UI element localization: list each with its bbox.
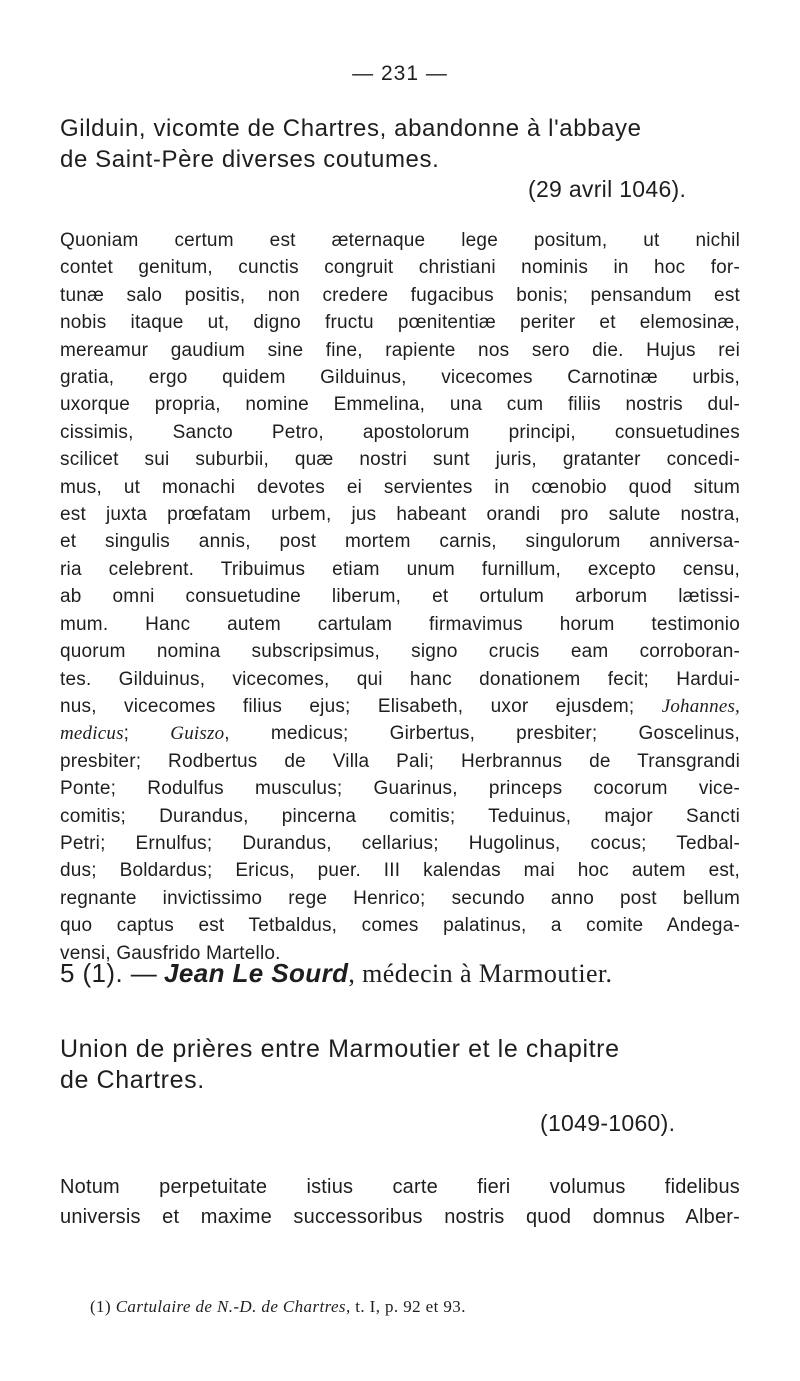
- text-line: scilicet sui suburbii, quæ nostri sunt juris, gratanter concedi-: [60, 449, 740, 471]
- charter-title-line: Gilduin, vicomte de Chartres, abandonne à l'abbaye: [60, 115, 642, 142]
- charter-title-line: de Saint-Père diverses coutumes.: [60, 146, 440, 173]
- text-line: Notum perpetuitate istius carte fieri volumus fidelibus: [60, 1176, 740, 1198]
- text-line: ria celebrent. Tribuimus etiam unum furnillum, excepto censu,: [60, 558, 740, 580]
- text-line: tunæ salo positis, non credere fugacibus bonis; pensandum est: [60, 284, 740, 306]
- text-line-mixed: medicus; Guiszo, medicus; Girbertus, presbiter; Goscelinus,: [60, 723, 740, 745]
- italic-name: medicus: [60, 723, 124, 745]
- text-line: ab omni consuetudine liberum, et ortulum arborum lætissi-: [60, 586, 740, 608]
- section-name: Jean Le Sourd: [164, 958, 349, 988]
- text-line: comitis; Durandus, pincerna comitis; Teduinus, major Sancti: [60, 805, 740, 827]
- text-line: quo captus est Tetbaldus, comes palatinus, a comite Andega-: [60, 915, 740, 937]
- charter-date: (1049-1060).: [540, 1110, 676, 1136]
- page-number: — 231 —: [352, 62, 448, 85]
- charter-title-line: Union de prières entre Marmoutier et le chapitre: [60, 1035, 620, 1063]
- text-line: Ponte; Rodulfus musculus; Guarinus, princeps cocorum vice-: [60, 778, 740, 800]
- text-fragment: nus, vicecomes filius ejus; Elisabeth, uxor ejusdem;: [60, 695, 635, 717]
- charter-text: [60, 227, 740, 967]
- text-line: tes. Gilduinus, vicecomes, qui hanc donationem fecit; Hardui-: [60, 668, 740, 690]
- text-line: gratia, ergo quidem Gilduinus, vicecomes Carnotinæ urbis,: [60, 367, 740, 389]
- text-line: quorum nomina subscripsimus, signo crucis eam corroboran-: [60, 641, 740, 663]
- text-line: dus; Boldardus; Ericus, puer. III kalendas mai hoc autem est,: [60, 860, 740, 882]
- text-line: cissimis, Sancto Petro, apostolorum principi, consuetudines: [60, 421, 740, 443]
- text-line: mum. Hanc autem cartulam firmavimus horum testimonio: [60, 613, 740, 635]
- footnote-rest: , t. I, p. 92 et 93.: [345, 1297, 466, 1316]
- text-fragment: , medicus; Girbertus, presbiter; Goscelinus,: [224, 723, 740, 745]
- text-line: et singulis annis, post mortem carnis, singulorum anniversa-: [60, 531, 740, 553]
- section-title: [60, 958, 760, 989]
- text-line: regnante invictissimo rege Henrico; secundo anno post bellum: [60, 887, 740, 909]
- footnote-marker: (1): [90, 1297, 112, 1316]
- text-line: presbiter; Rodbertus de Villa Pali; Herbrannus de Transgrandi: [60, 750, 740, 772]
- footnote-source: Cartulaire de N.-D. de Chartres: [115, 1297, 346, 1316]
- text-line: contet genitum, cunctis congruit christiani nominis in hoc for-: [60, 257, 740, 279]
- charter-title: [60, 1034, 750, 1096]
- italic-name: Johannes,: [661, 695, 740, 717]
- text-line-mixed: [60, 693, 740, 720]
- text-line: universis et maxime successoribus nostris quod domnus Alber-: [60, 1206, 740, 1228]
- text-line: nobis itaque ut, digno fructu pœnitentiæ periter et elemosinæ,: [60, 312, 740, 334]
- text-line: mereamur gaudium sine fine, rapiente nos sero die. Hujus rei: [60, 339, 740, 361]
- text-line: mus, ut monachi devotes ei servientes in cœnobio quod situm: [60, 476, 740, 498]
- text-line: vensi, Gausfrido Martello.: [60, 942, 281, 964]
- charter-title-line: de Chartres.: [60, 1066, 205, 1094]
- text-line: Quoniam certum est æternaque lege positum, ut nichil: [60, 230, 740, 251]
- footnote: [90, 1297, 770, 1317]
- charter-title: [60, 113, 750, 175]
- section-role: , médecin à Marmoutier.: [348, 959, 613, 988]
- charter-date: (29 avril 1046).: [528, 176, 687, 202]
- text-line: uxorque propria, nomine Emmelina, una cum filiis nostris dul-: [60, 394, 740, 416]
- text-line: est juxta prœfatam urbem, jus habeant orandi pro salute nostra,: [60, 504, 740, 526]
- charter-text: [60, 1172, 740, 1232]
- text-line: Petri; Ernulfus; Durandus, cellarius; Hugolinus, cocus; Tedbal-: [60, 832, 740, 854]
- section-number: 5 (1). —: [60, 958, 158, 988]
- italic-name: Guiszo: [170, 723, 225, 745]
